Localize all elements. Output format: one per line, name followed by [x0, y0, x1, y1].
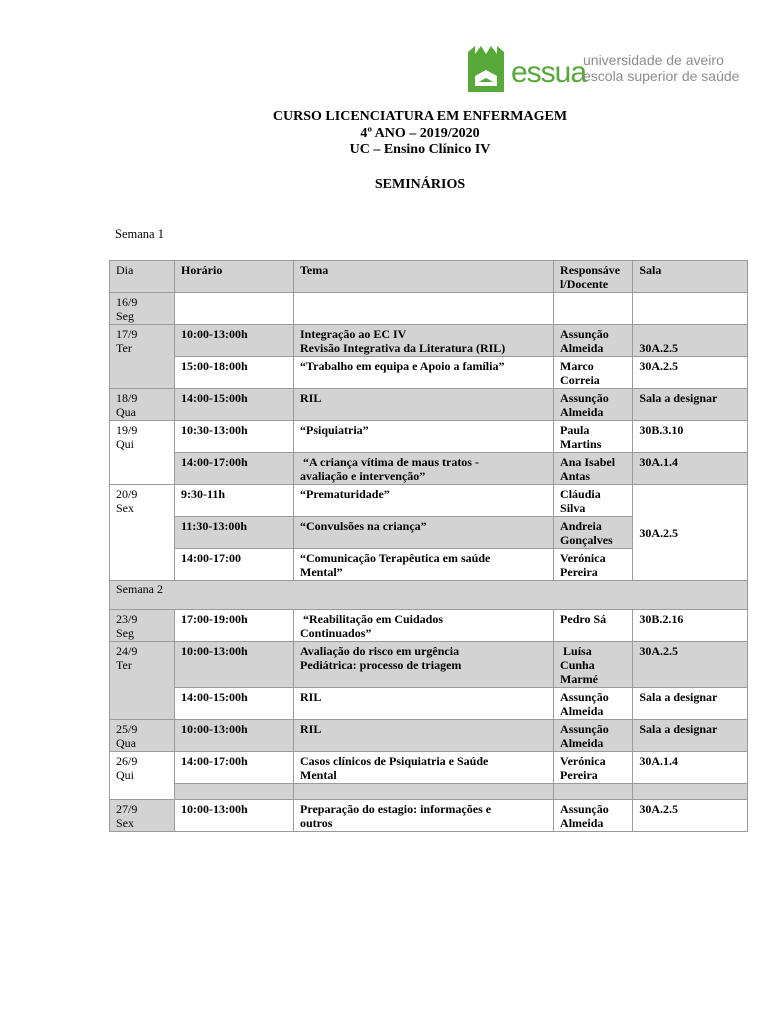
docente-cell: Luísa Cunha Marmé [554, 642, 633, 688]
day-cell: 17/9 Ter [110, 325, 175, 389]
logo-subtitle: universidade de aveiro escola superior de saúde [583, 52, 740, 84]
table-row [110, 325, 748, 357]
docente-cell: Marco Correia [554, 357, 633, 389]
table-row [110, 642, 748, 688]
table-row [110, 485, 748, 517]
topic-cell: “Convulsões na criança” [294, 517, 554, 549]
document-header [0, 109, 768, 159]
docente-cell: Verónica Pereira [554, 752, 633, 784]
time-cell: 14:00-17:00h [175, 752, 294, 784]
topic-cell: “A criança vítima de maus tratos - avaliação e intervenção” [294, 453, 554, 485]
time-cell: 9:30-11h [175, 485, 294, 517]
room-cell: 30A.2.5 [633, 485, 748, 581]
topic-cell: Preparação do estagio: informações e outros [294, 800, 554, 832]
logo-wordmark: essua [511, 56, 587, 89]
day-cell: 24/9 Ter [110, 642, 175, 720]
room-cell: 30A.2.5 [633, 357, 748, 389]
docente-cell: Assunção Almeida [554, 325, 633, 357]
table-row [110, 421, 748, 453]
table-row [110, 800, 748, 832]
docente-cell: Ana Isabel Antas [554, 453, 633, 485]
day-cell: 23/9 Seg [110, 610, 175, 642]
week-2-label: Semana 2 [110, 581, 748, 610]
table-row [110, 389, 748, 421]
topic-cell: RIL [294, 389, 554, 421]
day-cell: 27/9 Sex [110, 800, 175, 832]
room-cell: Sala a designar [633, 389, 748, 421]
header-sala: Sala [633, 261, 748, 293]
table-row [110, 293, 748, 325]
section-title: SEMINÁRIOS [374, 177, 466, 192]
room-cell: 30A.2.5 [633, 642, 748, 688]
docente-cell: Assunção Almeida [554, 720, 633, 752]
day-cell: 18/9 Qua [110, 389, 175, 421]
header-dia: Dia [110, 261, 175, 293]
room-cell: 30A.2.5 [633, 325, 748, 357]
docente-cell: Paula Martins [554, 421, 633, 453]
topic-cell: “Trabalho em equipa e Apoio a família” [294, 357, 554, 389]
header-horario: Horário [175, 261, 294, 293]
time-cell: 10:00-13:00h [175, 642, 294, 688]
room-cell: 30A.1.4 [633, 453, 748, 485]
day-cell: 26/9 Qui [110, 752, 175, 800]
table-row [110, 688, 748, 720]
topic-cell: RIL [294, 720, 554, 752]
day-cell: 20/9 Sex [110, 485, 175, 581]
room-cell: 30A.1.4 [633, 752, 748, 784]
time-cell: 10:00-13:00h [175, 720, 294, 752]
docente-cell: Verónica Pereira [554, 549, 633, 581]
time-cell: 14:00-15:00h [175, 688, 294, 720]
topic-cell: RIL [294, 688, 554, 720]
uc-line: UC – Ensino Clínico IV [349, 142, 491, 157]
day-cell: 25/9 Qua [110, 720, 175, 752]
time-cell: 17:00-19:00h [175, 610, 294, 642]
time-cell: 14:00-17:00 [175, 549, 294, 581]
docente-cell: Pedro Sá [554, 610, 633, 642]
year-line: 4º ANO – 2019/2020 [360, 125, 480, 141]
table-row [110, 453, 748, 485]
topic-cell: Integração ao EC IV Revisão Integrativa da Literatura (RIL) [294, 325, 554, 357]
time-cell: 14:00-15:00h [175, 389, 294, 421]
topic-cell: “Comunicação Terapêutica em saúde Mental” [294, 549, 554, 581]
week-1-label: Semana 1 [115, 227, 164, 241]
time-cell: 10:00-13:00h [175, 325, 294, 357]
docente-cell: Assunção Almeida [554, 800, 633, 832]
essua-emblem-icon [466, 42, 506, 94]
topic-cell: “Prematuridade” [294, 485, 554, 517]
table-row [110, 720, 748, 752]
time-cell: 10:30-13:00h [175, 421, 294, 453]
week-2-row [110, 581, 748, 610]
topic-cell: “Psiquiatria” [294, 421, 554, 453]
table-row-empty [110, 784, 748, 800]
seminar-schedule-table [109, 260, 748, 832]
room-cell: 30B.2.16 [633, 610, 748, 642]
table-header-row [110, 261, 748, 293]
time-cell: 14:00-17:00h [175, 453, 294, 485]
docente-cell: Andreia Gonçalves [554, 517, 633, 549]
table-row [110, 752, 748, 784]
table-row [110, 357, 748, 389]
topic-cell: Avaliação do risco em urgência Pediátrica: processo de triagem [294, 642, 554, 688]
time-cell: 15:00-18:00h [175, 357, 294, 389]
docente-cell: Assunção Almeida [554, 688, 633, 720]
time-cell: 11:30-13:00h [175, 517, 294, 549]
room-cell: Sala a designar [633, 720, 748, 752]
room-cell: 30B.3.10 [633, 421, 748, 453]
header-tema: Tema [294, 261, 554, 293]
docente-cell: Cláudia Silva [554, 485, 633, 517]
room-cell: 30A.2.5 [633, 800, 748, 832]
day-cell: 16/9 Seg [110, 293, 175, 325]
table-row [110, 610, 748, 642]
essua-logo [466, 42, 740, 94]
room-cell: Sala a designar [633, 688, 748, 720]
topic-cell: Casos clínicos de Psiquiatria e Saúde Mental [294, 752, 554, 784]
day-cell: 19/9 Qui [110, 421, 175, 485]
topic-cell: “Reabilitação em Cuidados Continuados” [294, 610, 554, 642]
time-cell: 10:00-13:00h [175, 800, 294, 832]
docente-cell: Assunção Almeida [554, 389, 633, 421]
course-title: CURSO LICENCIATURA EM ENFERMAGEM [272, 109, 568, 124]
header-responsavel: Responsáve l/Docente [554, 261, 633, 293]
